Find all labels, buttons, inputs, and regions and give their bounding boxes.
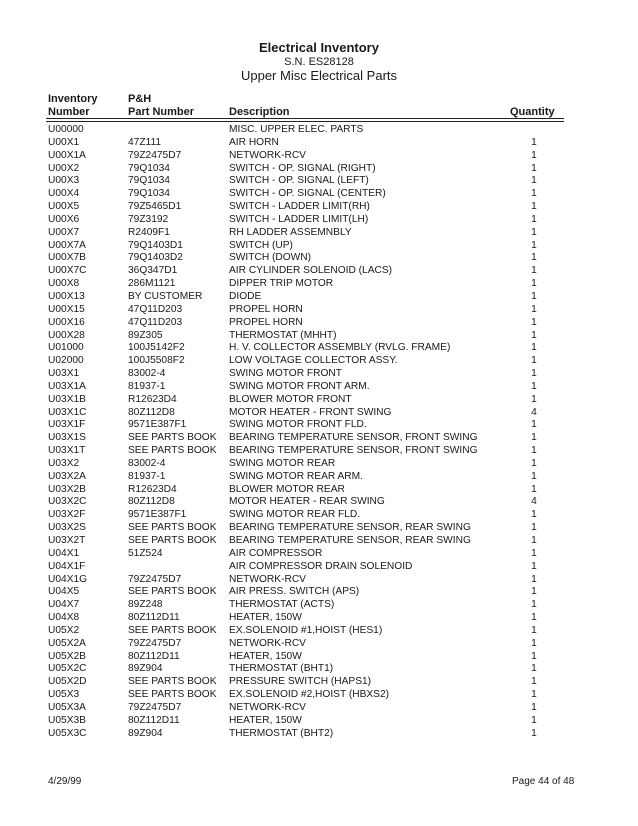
part-number-cell: R2409F1 xyxy=(128,226,170,238)
part-number-cell: 79Q1034 xyxy=(128,188,170,200)
part-number-cell: SEE PARTS BOOK xyxy=(128,689,217,701)
document-subtitle: Upper Misc Electrical Parts xyxy=(240,68,398,83)
document-title: Electrical Inventory xyxy=(259,40,379,55)
quantity-cell: 1 xyxy=(531,689,537,701)
inventory-number-cell: U03X1 xyxy=(48,368,80,380)
description-cell: PROPEL HORN xyxy=(229,316,303,328)
description-cell: SWING MOTOR REAR ARM. xyxy=(229,470,363,482)
part-number-cell: 89Z248 xyxy=(128,599,163,611)
description-cell: SWITCH - LADDER LIMIT(LH) xyxy=(229,213,369,225)
inventory-number-cell: U05X2C xyxy=(48,663,87,675)
header-rule-top xyxy=(46,118,564,119)
inventory-number-cell: U03X2C xyxy=(48,496,87,508)
description-cell: THERMOSTAT (BHT1) xyxy=(229,663,334,675)
description-cell: MISC. UPPER ELEC. PARTS xyxy=(229,124,364,135)
description-cell: SWING MOTOR FRONT ARM. xyxy=(229,380,370,392)
quantity-cell: 1 xyxy=(531,239,537,251)
description-cell: RH LADDER ASSEMNBLY xyxy=(229,226,352,238)
column-header-ph-line2: Part Number xyxy=(128,106,195,118)
part-number-cell: 100J5142F2 xyxy=(128,342,185,354)
quantity-cell: 4 xyxy=(531,406,537,418)
description-cell: SWITCH (UP) xyxy=(229,239,293,251)
table-row xyxy=(0,663,638,676)
quantity-cell: 1 xyxy=(531,201,537,213)
description-cell: SWITCH - LADDER LIMIT(RH) xyxy=(229,201,370,213)
inventory-number-cell: U05X3C xyxy=(48,727,87,739)
quantity-cell: 1 xyxy=(531,535,537,546)
part-number-cell: 89Z904 xyxy=(128,663,163,675)
inventory-number-cell: U03X1C xyxy=(48,406,87,418)
quantity-cell: 1 xyxy=(531,188,537,200)
inventory-number-cell: U03X1A xyxy=(48,380,86,392)
part-number-cell: 47Z111 xyxy=(128,136,162,148)
table-row xyxy=(0,317,638,330)
quantity-cell: 1 xyxy=(531,342,537,354)
description-cell: THERMOSTAT (MHHT) xyxy=(229,329,337,341)
column-header-inventory-line1: Inventory xyxy=(48,93,98,105)
description-cell: BEARING TEMPERATURE SENSOR, FRONT SWING xyxy=(229,445,478,457)
description-cell: SWING MOTOR REAR xyxy=(229,457,336,469)
quantity-cell: 1 xyxy=(531,265,537,277)
part-number-cell: SEE PARTS BOOK xyxy=(128,522,217,534)
description-cell: EX.SOLENOID #1,HOIST (HES1) xyxy=(229,624,383,636)
quantity-cell: 1 xyxy=(531,612,537,624)
part-number-cell: 79Q1034 xyxy=(128,162,170,174)
part-number-cell: 79Z3192 xyxy=(128,213,169,225)
part-number-cell: 286M1121 xyxy=(128,278,176,290)
part-number-cell: 47Q11D203 xyxy=(128,303,183,315)
table-row xyxy=(0,137,638,150)
description-cell: NETWORK-RCV xyxy=(229,637,306,649)
table-row xyxy=(0,484,638,497)
part-number-cell: 81937-1 xyxy=(128,470,166,482)
table-row xyxy=(0,150,638,163)
part-number-cell: 83002-4 xyxy=(128,457,166,469)
inventory-number-cell: U03X2A xyxy=(48,470,86,482)
inventory-number-cell: U03X2S xyxy=(48,522,86,534)
inventory-number-cell: U00X3 xyxy=(48,175,80,187)
table-row xyxy=(0,214,638,227)
inventory-number-cell: U00X7B xyxy=(48,252,86,264)
inventory-number-cell: U00X2 xyxy=(48,162,80,174)
part-number-cell: 36Q347D1 xyxy=(128,265,178,277)
quantity-cell: 1 xyxy=(531,290,537,302)
inventory-number-cell: U05X2B xyxy=(48,650,86,662)
table-row xyxy=(0,535,638,548)
quantity-cell: 1 xyxy=(531,316,537,328)
table-row xyxy=(0,574,638,587)
part-number-cell: SEE PARTS BOOK xyxy=(128,676,217,688)
quantity-cell: 1 xyxy=(531,714,537,726)
description-cell: DIPPER TRIP MOTOR xyxy=(229,278,334,290)
inventory-number-cell: U03X1T xyxy=(48,445,86,457)
description-cell: AIR HORN xyxy=(229,136,279,148)
inventory-number-cell: U00X16 xyxy=(48,316,85,328)
description-cell: SWITCH - OP. SIGNAL (LEFT) xyxy=(229,175,369,187)
description-cell: THERMOSTAT (BHT2) xyxy=(229,727,334,739)
inventory-number-cell: U04X8 xyxy=(48,612,80,624)
inventory-number-cell: U00X7A xyxy=(48,239,86,251)
description-cell: LOW VOLTAGE COLLECTOR ASSY. xyxy=(229,355,398,367)
quantity-cell: 1 xyxy=(531,329,537,341)
table-row xyxy=(0,728,638,741)
quantity-cell: 1 xyxy=(531,599,537,611)
table-row xyxy=(0,689,638,702)
quantity-cell: 1 xyxy=(531,303,537,315)
table-row xyxy=(0,548,638,561)
inventory-number-cell: U05X3A xyxy=(48,701,86,713)
inventory-number-cell: U00X13 xyxy=(48,290,85,302)
table-row xyxy=(0,419,638,432)
part-number-cell: 79Z2475D7 xyxy=(128,701,182,713)
description-cell: NETWORK-RCV xyxy=(229,149,306,161)
quantity-cell: 1 xyxy=(531,727,537,739)
inventory-number-cell: U03X1S xyxy=(48,432,86,444)
part-number-cell: R12623D4 xyxy=(128,393,177,405)
inventory-number-cell: U05X2D xyxy=(48,676,87,688)
table-row xyxy=(0,407,638,420)
quantity-cell: 1 xyxy=(531,547,537,559)
quantity-cell: 1 xyxy=(531,676,537,688)
inventory-number-cell: U00X1 xyxy=(48,136,80,148)
description-cell: AIR CYLINDER SOLENOID (LACS) xyxy=(229,265,393,277)
inventory-number-cell: U03X2F xyxy=(48,509,86,521)
part-number-cell: 89Z904 xyxy=(128,727,163,739)
part-number-cell: SEE PARTS BOOK xyxy=(128,535,217,546)
inventory-number-cell: U00X7 xyxy=(48,226,80,238)
header-rule-bottom xyxy=(46,121,564,122)
table-row xyxy=(0,509,638,522)
table-row xyxy=(0,702,638,715)
description-cell: MOTOR HEATER - FRONT SWING xyxy=(229,406,392,418)
quantity-cell: 1 xyxy=(531,175,537,187)
description-cell: HEATER, 150W xyxy=(229,714,302,726)
inventory-number-cell: U05X2A xyxy=(48,637,86,649)
column-header-description: Description xyxy=(229,106,290,118)
part-number-cell: 79Q1403D2 xyxy=(128,252,183,264)
description-cell: BEARING TEMPERATURE SENSOR, REAR SWING xyxy=(229,535,471,546)
part-number-cell: SEE PARTS BOOK xyxy=(128,586,217,598)
inventory-table xyxy=(0,124,638,741)
description-cell: NETWORK-RCV xyxy=(229,573,306,585)
column-header-inventory-line2: Number xyxy=(48,106,90,118)
inventory-number-cell: U00000 xyxy=(48,124,84,135)
table-row xyxy=(0,432,638,445)
part-number-cell: SEE PARTS BOOK xyxy=(128,445,217,457)
footer-page-number: Page 44 of 48 xyxy=(512,776,575,787)
quantity-cell: 1 xyxy=(531,136,537,148)
description-cell: HEATER, 150W xyxy=(229,612,302,624)
part-number-cell: 79Z2475D7 xyxy=(128,149,182,161)
table-row xyxy=(0,201,638,214)
inventory-number-cell: U04X1F xyxy=(48,560,86,572)
quantity-cell: 1 xyxy=(531,701,537,713)
description-cell: SWITCH - OP. SIGNAL (CENTER) xyxy=(229,188,386,200)
quantity-cell: 1 xyxy=(531,252,537,264)
part-number-cell: 79Q1403D1 xyxy=(128,239,183,251)
table-row xyxy=(0,252,638,265)
quantity-cell: 1 xyxy=(531,149,537,161)
table-row xyxy=(0,471,638,484)
table-row xyxy=(0,445,638,458)
table-row xyxy=(0,586,638,599)
quantity-cell: 4 xyxy=(531,496,537,508)
table-row xyxy=(0,625,638,638)
description-cell: SWITCH (DOWN) xyxy=(229,252,312,264)
quantity-cell: 1 xyxy=(531,419,537,431)
table-row xyxy=(0,240,638,253)
table-row xyxy=(0,651,638,664)
inventory-number-cell: U01000 xyxy=(48,342,84,354)
table-row xyxy=(0,458,638,471)
quantity-cell: 1 xyxy=(531,586,537,598)
quantity-cell: 1 xyxy=(531,522,537,534)
description-cell: SWING MOTOR FRONT xyxy=(229,368,342,380)
table-row xyxy=(0,330,638,343)
description-cell: SWITCH - OP. SIGNAL (RIGHT) xyxy=(229,162,376,174)
inventory-number-cell: U03X2B xyxy=(48,483,86,495)
quantity-cell: 1 xyxy=(531,560,537,572)
description-cell: AIR COMPRESSOR xyxy=(229,547,323,559)
part-number-cell: 79Z2475D7 xyxy=(128,637,182,649)
column-header-ph-line1: P&H xyxy=(128,93,152,105)
table-row xyxy=(0,304,638,317)
part-number-cell: 100J5508F2 xyxy=(128,355,185,367)
description-cell: SWING MOTOR FRONT FLD. xyxy=(229,419,367,431)
inventory-number-cell: U04X7 xyxy=(48,599,80,611)
table-row xyxy=(0,676,638,689)
inventory-number-cell: U03X2 xyxy=(48,457,80,469)
quantity-cell: 1 xyxy=(531,573,537,585)
part-number-cell: SEE PARTS BOOK xyxy=(128,432,217,444)
inventory-number-cell: U00X6 xyxy=(48,213,80,225)
description-cell: PRESSURE SWITCH (HAPS1) xyxy=(229,676,372,688)
part-number-cell: 81937-1 xyxy=(128,380,166,392)
inventory-number-cell: U02000 xyxy=(48,355,84,367)
table-row xyxy=(0,715,638,728)
table-row xyxy=(0,291,638,304)
description-cell: SWING MOTOR REAR FLD. xyxy=(229,509,361,521)
inventory-number-cell: U04X1 xyxy=(48,547,80,559)
inventory-number-cell: U00X15 xyxy=(48,303,85,315)
description-cell: MOTOR HEATER - REAR SWING xyxy=(229,496,385,508)
table-row xyxy=(0,381,638,394)
table-row xyxy=(0,124,638,137)
table-row xyxy=(0,368,638,381)
inventory-number-cell: U04X5 xyxy=(48,586,80,598)
part-number-cell: 79Z2475D7 xyxy=(128,573,182,585)
part-number-cell: 79Q1034 xyxy=(128,175,170,187)
quantity-cell: 1 xyxy=(531,355,537,367)
inventory-number-cell: U04X1G xyxy=(48,573,88,585)
inventory-number-cell: U00X4 xyxy=(48,188,80,200)
quantity-cell: 1 xyxy=(531,483,537,495)
description-cell: H. V. COLLECTOR ASSEMBLY (RVLG. FRAME) xyxy=(229,342,451,354)
part-number-cell: 83002-4 xyxy=(128,368,166,380)
inventory-number-cell: U05X3B xyxy=(48,714,86,726)
inventory-number-cell: U00X7C xyxy=(48,265,87,277)
quantity-cell: 1 xyxy=(531,393,537,405)
part-number-cell: 47Q11D203 xyxy=(128,316,183,328)
description-cell: PROPEL HORN xyxy=(229,303,303,315)
part-number-cell: 9571E387F1 xyxy=(128,509,187,521)
serial-number: S.N. ES28128 xyxy=(284,56,354,68)
part-number-cell: 89Z305 xyxy=(128,329,163,341)
quantity-cell: 1 xyxy=(531,213,537,225)
quantity-cell: 1 xyxy=(531,445,537,457)
quantity-cell: 1 xyxy=(531,457,537,469)
inventory-number-cell: U00X28 xyxy=(48,329,85,341)
part-number-cell: 80Z112D8 xyxy=(128,496,175,508)
quantity-cell: 1 xyxy=(531,226,537,238)
footer-date: 4/29/99 xyxy=(48,776,82,787)
inventory-number-cell: U00X8 xyxy=(48,278,80,290)
quantity-cell: 1 xyxy=(531,368,537,380)
table-row xyxy=(0,342,638,355)
part-number-cell: R12623D4 xyxy=(128,483,177,495)
inventory-number-cell: U00X1A xyxy=(48,149,86,161)
inventory-number-cell: U05X2 xyxy=(48,624,80,636)
description-cell: BLOWER MOTOR FRONT xyxy=(229,393,352,405)
table-row xyxy=(0,355,638,368)
inventory-number-cell: U03X1F xyxy=(48,419,86,431)
description-cell: EX.SOLENOID #2,HOIST (HBXS2) xyxy=(229,689,390,701)
part-number-cell: BY CUSTOMER xyxy=(128,290,203,302)
table-row xyxy=(0,163,638,176)
table-row xyxy=(0,265,638,278)
column-header-quantity: Quantity xyxy=(510,106,555,118)
quantity-cell: 1 xyxy=(531,624,537,636)
description-cell: BLOWER MOTOR REAR xyxy=(229,483,345,495)
description-cell: NETWORK-RCV xyxy=(229,701,306,713)
table-row xyxy=(0,612,638,625)
table-row xyxy=(0,227,638,240)
inventory-number-cell: U03X1B xyxy=(48,393,86,405)
table-row xyxy=(0,522,638,535)
description-cell: AIR PRESS. SWITCH (APS) xyxy=(229,586,360,598)
table-row xyxy=(0,638,638,651)
quantity-cell: 1 xyxy=(531,432,537,444)
part-number-cell: 79Z5465D1 xyxy=(128,201,182,213)
table-row xyxy=(0,561,638,574)
table-row xyxy=(0,496,638,509)
description-cell: BEARING TEMPERATURE SENSOR, FRONT SWING xyxy=(229,432,478,444)
quantity-cell: 1 xyxy=(531,637,537,649)
description-cell: THERMOSTAT (ACTS) xyxy=(229,599,335,611)
table-row xyxy=(0,278,638,291)
quantity-cell: 1 xyxy=(531,380,537,392)
description-cell: AIR COMPRESSOR DRAIN SOLENOID xyxy=(229,560,413,572)
description-cell: DIODE xyxy=(229,290,262,302)
part-number-cell: 51Z524 xyxy=(128,547,163,559)
inventory-number-cell: U05X3 xyxy=(48,689,80,701)
part-number-cell: 9571E387F1 xyxy=(128,419,187,431)
quantity-cell: 1 xyxy=(531,278,537,290)
part-number-cell: 80Z112D11 xyxy=(128,650,180,662)
part-number-cell: 80Z112D8 xyxy=(128,406,175,418)
quantity-cell: 1 xyxy=(531,650,537,662)
inventory-number-cell: U00X5 xyxy=(48,201,80,213)
quantity-cell: 1 xyxy=(531,470,537,482)
part-number-cell: 80Z112D11 xyxy=(128,714,180,726)
table-row xyxy=(0,599,638,612)
table-row xyxy=(0,175,638,188)
table-row xyxy=(0,394,638,407)
quantity-cell: 1 xyxy=(531,663,537,675)
description-cell: HEATER, 150W xyxy=(229,650,302,662)
quantity-cell: 1 xyxy=(531,162,537,174)
part-number-cell: SEE PARTS BOOK xyxy=(128,624,217,636)
inventory-number-cell: U03X2T xyxy=(48,535,86,546)
table-row xyxy=(0,188,638,201)
quantity-cell: 1 xyxy=(531,509,537,521)
description-cell: BEARING TEMPERATURE SENSOR, REAR SWING xyxy=(229,522,471,534)
part-number-cell: 80Z112D11 xyxy=(128,612,180,624)
